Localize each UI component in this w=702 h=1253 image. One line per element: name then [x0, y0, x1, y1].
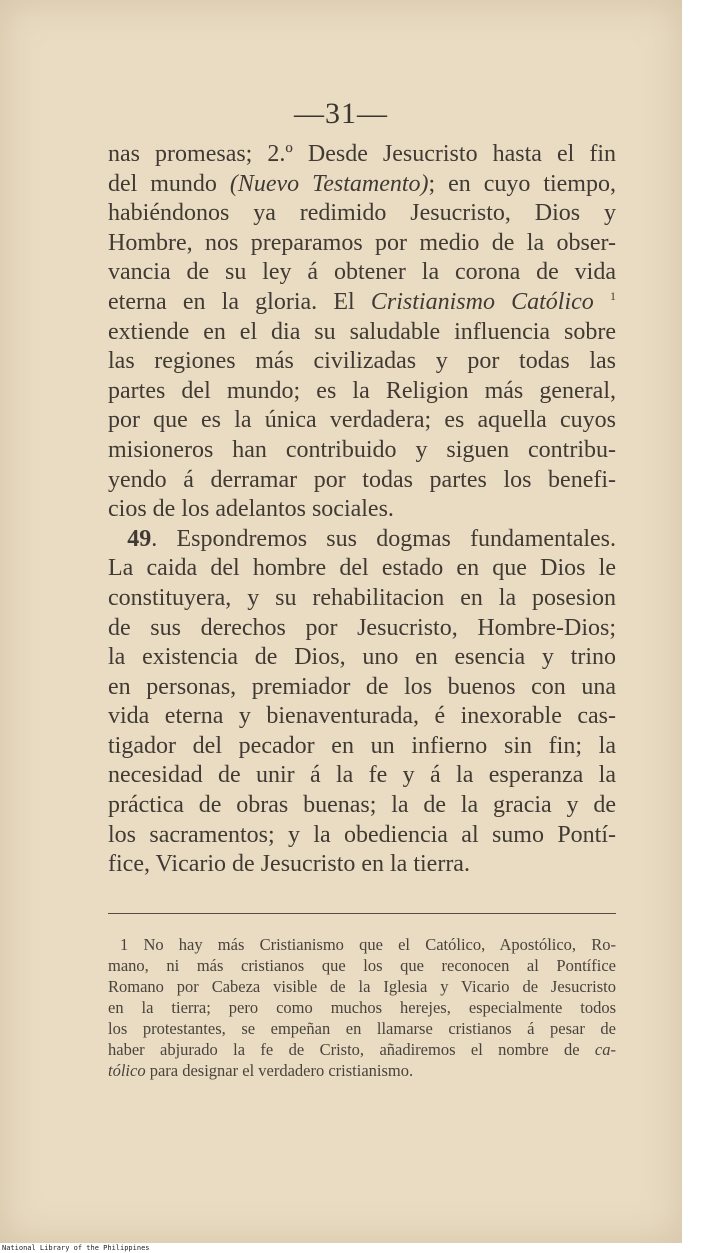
library-credit: National Library of the Philippines	[2, 1244, 150, 1252]
footnote-line: 1 No hay más Cristianismo que el Católico, Apostólico, Ro-	[120, 935, 616, 954]
footnote	[108, 934, 616, 1081]
text-line: Espondremos sus dogmas fundamentales.	[176, 525, 617, 552]
footnote-divider	[108, 913, 616, 914]
text-line: constituyera, y su rehabilitacion en la posesion	[108, 584, 616, 611]
text-line: fice, Vicario de Jesucristo en la tierra.	[108, 851, 470, 878]
paragraph-number: 49	[127, 525, 152, 552]
footnote-line: Romano por Cabeza visible de la Iglesia y Vicario de Jesucristo	[108, 977, 616, 996]
text-line: los sacramentos; y la obediencia al sumo Pontí-	[108, 821, 616, 848]
footnote-line: los protestantes, se empeñan en llamarse cristianos á pesar de	[108, 1019, 616, 1038]
text-line: de sus derechos por Jesucristo, Hombre-Dios;	[108, 614, 616, 641]
text-line: Hombre, nos preparamos por medio de la obser-	[108, 229, 616, 256]
text-line: misioneros han contribuido y siguen contribu-	[108, 436, 616, 463]
text-line: cios de los adelantos sociales.	[108, 496, 394, 523]
text-line: extiende en el dia su saludable influencia sobre	[108, 318, 616, 345]
text-line: necesidad de unir á la fe y á la esperanza la	[108, 762, 616, 789]
text-line: la existencia de Dios, uno en esencia y trino	[108, 644, 616, 671]
text-line: del mundo (Nuevo Testamento); en cuyo tiempo,	[108, 170, 616, 197]
footnote-line: mano, ni más cristianos que los que reconocen al Pontífice	[108, 956, 616, 975]
text-line: yendo á derramar por todas partes los benefi-	[108, 466, 616, 493]
text-line: por que es la única verdadera; es aquella cuyos	[108, 407, 616, 434]
body-text	[108, 140, 616, 880]
text-line: eterna en la gloria. El Cristianismo Católico $^1$	[108, 288, 617, 315]
text-line: práctica de obras buenas; la de la gracia y de	[108, 792, 616, 819]
footnote-line: en la tierra; pero como muchos herejes, especialmente todos	[108, 998, 616, 1017]
text-line: en personas, premiador de los buenos con una	[108, 673, 616, 700]
text-line: tigador del pecador en un infierno sin fin; la	[108, 732, 616, 759]
text-line: vida eterna y bienaventurada, é inexorable cas-	[108, 703, 616, 730]
text-line: La caida del hombre del estado en que Dios le	[108, 555, 616, 582]
text-line: vancia de su ley á obtener la corona de vida	[108, 259, 616, 286]
text-line: habiéndonos ya redimido Jesucristo, Dios y	[108, 200, 616, 227]
footnote-line: haber abjurado la fe de Cristo, añadiremos el nombre de ca-	[108, 1040, 616, 1059]
paragraph-49-first-line: 49. Espondremos sus dogmas fundamentales.	[127, 525, 617, 552]
text-line: las regiones más civilizadas y por todas las	[108, 348, 616, 375]
text-line: nas promesas; 2.º Desde Jesucristo hasta el fin	[108, 141, 616, 167]
page-number: —31—	[294, 97, 388, 130]
footnote-line: tólico para designar el verdadero cristianismo.	[108, 1061, 414, 1080]
text-line: partes del mundo; es la Religion más general,	[108, 377, 616, 404]
